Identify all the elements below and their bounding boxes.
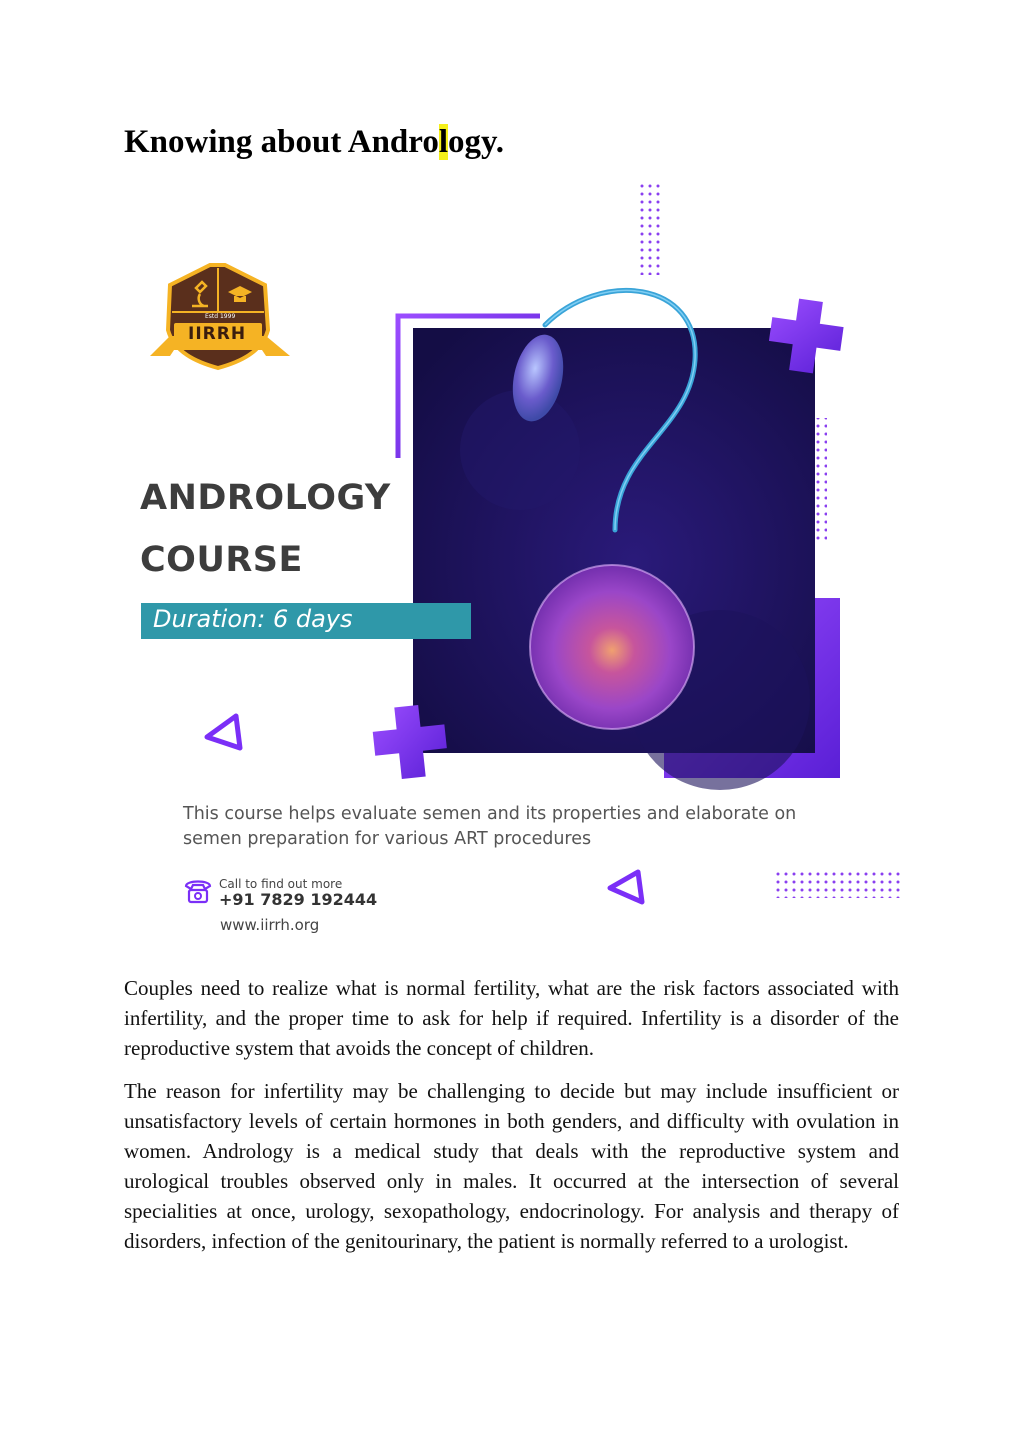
triangle-shape	[610, 872, 642, 902]
title-part: ogy.	[448, 124, 504, 160]
logo-established: Estd 1999	[205, 313, 236, 320]
course-description: This course helps evaluate semen and its properties and elaborate on semen preparation for various ART procedures	[183, 804, 797, 849]
title-highlight: l	[438, 124, 449, 160]
duration-text: Duration: 6 days	[153, 605, 353, 633]
dot-pattern	[638, 180, 664, 275]
website-url: www.iirrh.org	[220, 916, 320, 934]
logo-name: IIRRH	[188, 324, 247, 344]
call-label: Call to find out more	[219, 877, 343, 891]
duration-badge	[141, 603, 471, 639]
title-part: Knowing about Andro	[124, 124, 439, 160]
triangle-shape	[207, 716, 240, 748]
article-body	[124, 973, 899, 1269]
course-title-line2: COURSE	[140, 540, 303, 580]
phone-number: +91 7829 192444	[219, 890, 378, 909]
course-title-line1: ANDROLOGY	[140, 478, 391, 518]
paragraph: The reason for infertility may be challenging to decide but may include insufficient or unsatisfactory levels of certain hormones in both genders, and difficulty with ovulation in women. Andrology is a medical study that deals with the reproductive system and urological troubles observed only in males. It occurred at the intersection of several specialities at once, urology, sexopathology, endocrinology. For analysis and therapy of disorders, infection of the genitourinary, the patient is normally referred to a urologist.	[124, 1079, 899, 1253]
dot-pattern	[776, 872, 902, 898]
phone-icon	[183, 876, 213, 906]
paragraph: Couples need to realize what is normal fertility, what are the risk factors associated with infertility, and the proper time to ask for help if required. Infertility is a disorder of the reproductive system that avoids the concept of children.	[124, 976, 899, 1060]
page-title	[124, 124, 504, 161]
